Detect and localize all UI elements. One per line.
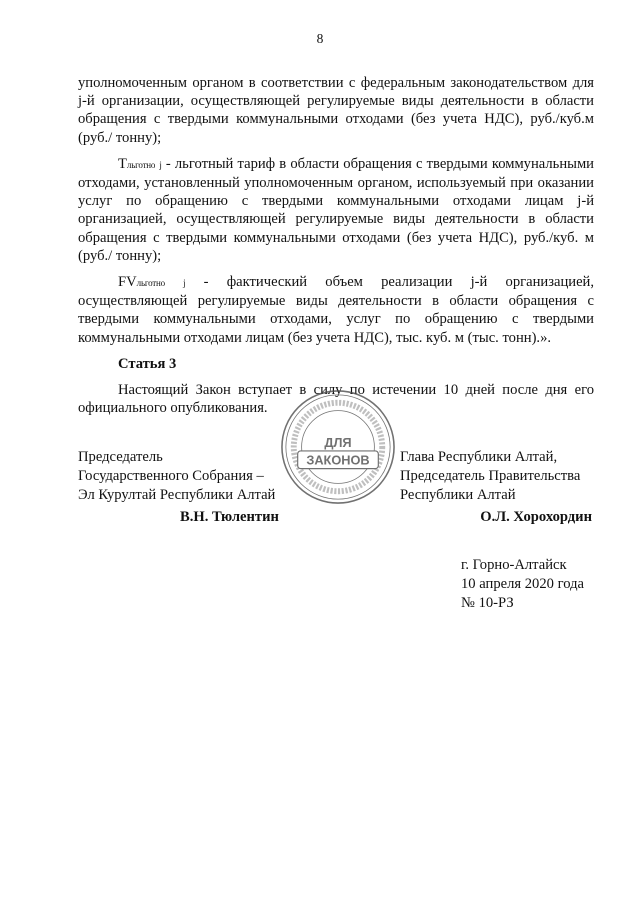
date: 10 апреля 2020 года [461, 575, 584, 592]
paragraph-preferential-tariff [78, 155, 594, 265]
tariff-symbol: Т [118, 155, 127, 172]
paragraph-actual-volume [78, 273, 594, 347]
signer-name-right: О.Л. Хорохордин [480, 509, 592, 525]
document-body [78, 74, 594, 425]
place-and-date [461, 556, 584, 612]
paragraph-continuation: уполномоченным органом в соответствии с федеральным законодательством для j-й организации, осуществляющей регулируемые виды деятельности в области обращения с твердыми коммунальными отходами (без учета НДС), руб./куб.м (руб./ тонну); [78, 75, 594, 146]
article-text: Настоящий Закон вступает в силу по истечении 10 дней после дня его официального опубликования. [78, 382, 594, 417]
tariff-index: j [159, 159, 162, 170]
signer-title-line: Председатель Правительства [400, 467, 581, 484]
official-stamp [279, 388, 397, 506]
stamp-text-line2: ЗАКОНОВ [306, 452, 370, 468]
volume-definition: - фактический объем реализации j-й организацией, осуществляющей регулируемые виды деятельности в области обращения с твердыми коммунальными отходами, услуг по обращению с твердыми коммунальными отходами лицам (без учета НДС), тыс. куб. м (тыс. тонн).». [78, 274, 595, 346]
signer-title-line: Республики Алтай [400, 486, 516, 503]
tariff-subscript: льготно [126, 159, 156, 170]
volume-subscript: льготно [136, 278, 165, 289]
tariff-definition: - льготный тариф в области обращения с твердыми коммунальными отходами, установленный уполномоченным органом, используемый при оказании услуг по обращению с твердыми коммунальными отходами лицам j-й организацией, осуществляющей регулируемые виды деятельности в области обращения с твердыми коммунальными отходами (без учета НДС), руб./куб. м (руб./ тонну); [78, 155, 594, 264]
stamp-text-line1: ДЛЯ [324, 435, 352, 450]
signature-block-right [400, 448, 580, 504]
signer-title-line: Председатель [78, 449, 163, 465]
signer-title-line: Глава Республики Алтай, [400, 449, 558, 465]
article-heading: Статья 3 [118, 355, 177, 372]
signer-name-left: В.Н. Тюлентин [180, 509, 279, 525]
volume-symbol: FV [118, 274, 137, 291]
volume-index: j [183, 278, 186, 289]
page-number: 8 [316, 31, 324, 46]
signer-title-line: Эл Курултай Республики Алтай [78, 486, 276, 503]
law-number: № 10-РЗ [461, 594, 514, 611]
signature-block-left [78, 448, 275, 504]
signer-title-line: Государственного Собрания – [78, 467, 264, 484]
city: г. Горно-Алтайск [461, 557, 567, 573]
